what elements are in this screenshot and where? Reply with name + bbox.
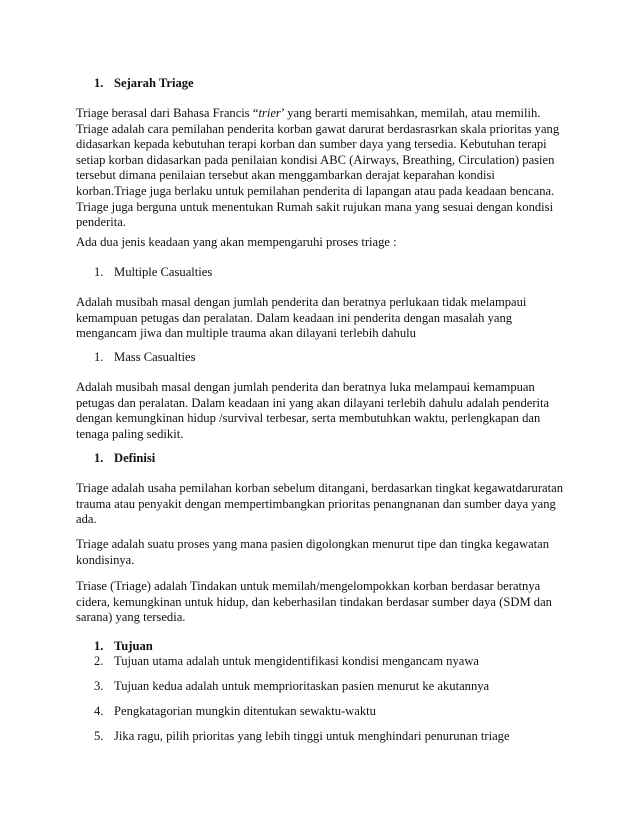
list-number: 1.	[94, 265, 104, 279]
list-text: Jika ragu, pilih prioritas yang lebih tinggi untuk menghindari penurunan triage	[114, 729, 510, 743]
text-run: Triage berasal dari Bahasa Francis “	[76, 106, 259, 120]
list-item-multiple-casualties	[94, 265, 212, 281]
paragraph-sejarah	[76, 106, 576, 231]
paragraph-line: Adalah musibah masal dengan jumlah penderita dan beratnya perlukaan tidak melampaui	[76, 295, 527, 309]
list-number: 5.	[94, 729, 104, 743]
paragraph-line: dengan kemungkinan hidup /survival terbesar, serta membutuhkan waktu, perlengkapan dan	[76, 411, 541, 426]
list-text: Tujuan utama adalah untuk mengidentifikasi kondisi mengancam nyawa	[114, 654, 480, 668]
list-item	[94, 654, 479, 670]
list-item-mass-casualties	[94, 350, 196, 366]
paragraph-line: penderita.	[76, 215, 126, 230]
paragraph-line: kondisinya.	[76, 552, 135, 567]
paragraph-definisi-1	[76, 481, 576, 528]
paragraph-mass-casualties	[76, 380, 576, 442]
list-number: 1.	[94, 350, 104, 364]
heading-text: Tujuan	[114, 639, 153, 653]
paragraph-line	[76, 106, 576, 122]
paragraph-line: tenaga paling sedikit.	[76, 426, 184, 441]
paragraph-line: Triase (Triage) adalah Tindakan untuk memilah/mengelompokkan korban berdasar beratnya	[76, 579, 541, 593]
heading-number: 1.	[94, 639, 104, 653]
list-item	[94, 704, 376, 720]
list-text: Pengkatagorian mungkin ditentukan sewaktu-waktu	[114, 704, 376, 718]
paragraph-line: Adalah musibah masal dengan jumlah penderita dan beratnya luka melampaui kemampuan	[76, 380, 535, 394]
list-number: 2.	[94, 654, 104, 668]
list-text: Mass Casualties	[114, 350, 196, 364]
heading-tujuan	[94, 639, 153, 655]
paragraph-line: didasarkan kepada kebutuhan terapi korban dan sumber daya yang tersedia. Kebutuhan terapi	[76, 137, 547, 152]
paragraph-multiple-casualties	[76, 295, 576, 342]
paragraph-line: korban.Triage juga berlaku untuk pemilahan penderita di lapangan atau pada keadaan bencana.	[76, 183, 555, 198]
paragraph-line: Triage adalah cara pemilahan penderita korban gawat darurat berdasrasrkan skala prioritas yang	[76, 121, 560, 136]
heading-number: 1.	[94, 76, 104, 90]
paragraph-line: Triage adalah suatu proses yang mana pasien digolongkan menurut tipe dan tingka kegawatan	[76, 537, 550, 551]
paragraph-line: petugas dan peralatan. Dalam keadaan ini yang akan dilayani terlebih dahulu adalah penderita	[76, 395, 550, 410]
list-item	[94, 679, 489, 695]
heading-text: Sejarah Triage	[114, 76, 194, 90]
paragraph-line: cidera, kemungkinan untuk hidup, dan keberhasilan tindakan berdasar sumber daya (SDM dan	[76, 594, 552, 609]
paragraph-line: sarana) yang tersedia.	[76, 610, 186, 625]
list-number: 3.	[94, 679, 104, 693]
text-run: ’ yang berarti memisahkan, memilah, atau memilih.	[280, 106, 541, 120]
paragraph-definisi-3	[76, 579, 576, 626]
paragraph-line: setiap korban didasarkan pada penilaian kondisi ABC (Airways, Breathing, Circulation) pasien	[76, 152, 555, 167]
paragraph-definisi-2	[76, 537, 576, 568]
paragraph-line: Ada dua jenis keadaan yang akan mempengaruhi proses triage :	[76, 235, 397, 249]
heading-definisi	[94, 451, 155, 467]
paragraph-line: trauma atau penyakit dengan mempertimbangkan prioritas penangnanan dan sumber daya yang	[76, 496, 556, 511]
paragraph-line: Triage juga berguna untuk menentukan Rumah sakit rujukan mana yang sesuai dengan kondisi	[76, 199, 554, 214]
heading-number: 1.	[94, 451, 104, 465]
paragraph-line: tersebut dimana penilaian tersebut akan menggambarkan derajat keparahan kondisi	[76, 168, 495, 183]
list-text: Multiple Casualties	[114, 265, 213, 279]
paragraph-line: Triage adalah usaha pemilahan korban sebelum ditangani, berdasarkan tingkat kegawatdaruratan	[76, 481, 564, 495]
italic-term: trier	[258, 106, 281, 120]
heading-sejarah-triage	[94, 76, 194, 92]
paragraph-dua-jenis	[76, 235, 576, 251]
heading-text: Definisi	[114, 451, 156, 465]
list-text: Tujuan kedua adalah untuk memprioritaskan pasien menurut ke akutannya	[114, 679, 490, 693]
paragraph-line: ada.	[76, 512, 97, 527]
paragraph-line: kemampuan petugas dan peralatan. Dalam keadaan ini penderita dengan masalah yang	[76, 310, 513, 325]
list-number: 4.	[94, 704, 104, 718]
paragraph-line: mengancam jiwa dan multiple trauma akan dilayani terlebih dahulu	[76, 326, 416, 341]
list-item	[94, 729, 510, 745]
